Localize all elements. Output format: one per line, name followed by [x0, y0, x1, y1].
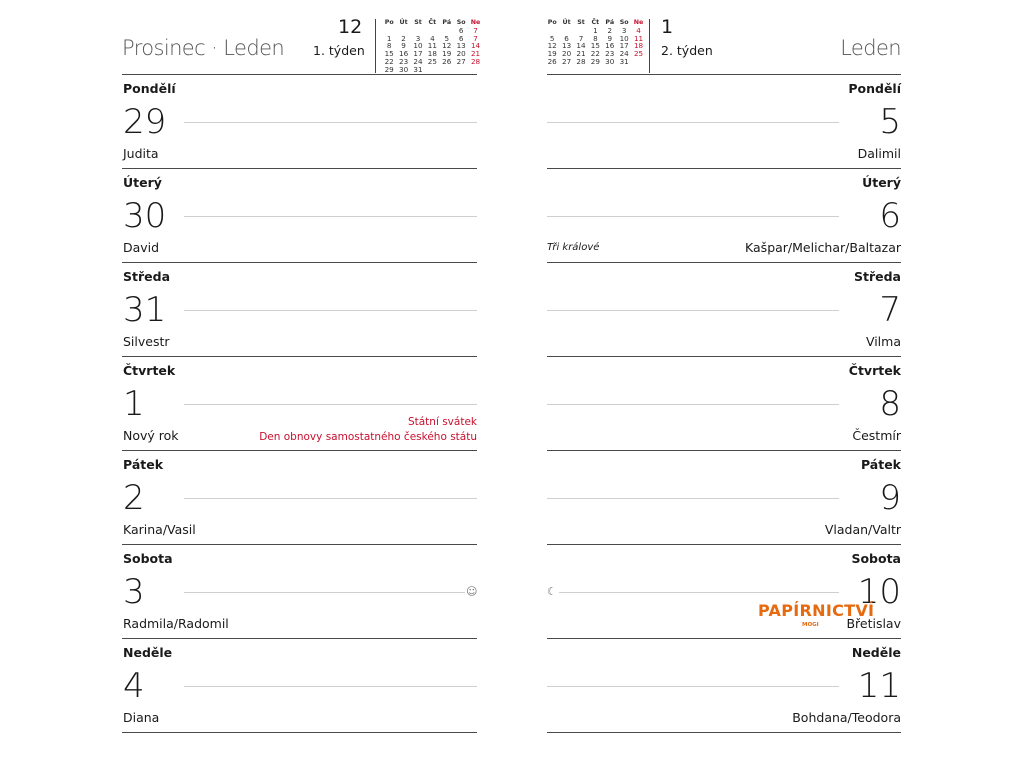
- mini-day: 22: [384, 56, 394, 66]
- mini-weekday: St: [577, 19, 585, 26]
- mini-day: 27: [562, 56, 572, 66]
- left-mini-calendar-week: [382, 58, 483, 66]
- right-day-0-writing-line: [547, 122, 839, 123]
- mini-day: 29: [590, 56, 600, 66]
- left-rule-top: [122, 74, 477, 75]
- right-day-6-writing-line: [547, 686, 839, 687]
- mini-day: 9: [401, 41, 406, 51]
- right-day-6-number: 11: [857, 666, 901, 706]
- watermark-subtext: MOGI: [802, 622, 819, 628]
- mini-day: 16: [605, 41, 615, 51]
- mini-day: 24: [413, 56, 423, 66]
- mini-day: 13: [562, 41, 572, 51]
- mini-day: 1: [386, 33, 392, 43]
- mini-day: 9: [607, 33, 613, 43]
- mini-day: 28: [576, 56, 586, 66]
- mini-day: 22: [590, 49, 600, 59]
- left-rule: [122, 168, 477, 169]
- right-day-4-weekday: Pátek: [860, 457, 901, 472]
- mini-day: 19: [442, 49, 452, 59]
- right-day-1-number: 6: [879, 196, 901, 236]
- mini-day: 25: [633, 49, 644, 59]
- mini-day: [425, 66, 439, 74]
- mini-weekday: Po: [547, 19, 557, 26]
- right-day-0-nameday: Dalimil: [857, 146, 901, 161]
- left-day-1-number: 30: [123, 196, 167, 236]
- left-day-5-weekday: Sobota: [123, 551, 173, 566]
- right-rule-bottom: [547, 732, 901, 733]
- mini-weekday: St: [414, 19, 422, 26]
- left-rule: [122, 638, 477, 639]
- mini-weekday: Pá: [442, 19, 452, 26]
- mini-day: 19: [547, 49, 557, 59]
- right-day-1-nameday: Kašpar/Melichar/Baltazar: [745, 240, 901, 255]
- right-mini-calendar: [545, 19, 646, 66]
- mini-day: 3: [621, 25, 627, 35]
- mini-day: 23: [605, 49, 615, 59]
- mini-day: 27: [456, 56, 466, 66]
- mini-day: 8: [593, 33, 598, 43]
- mini-day: 7: [473, 33, 478, 43]
- left-mini-calendar-week: [382, 66, 483, 74]
- mini-day: [454, 66, 468, 74]
- right-month-title: Leden: [840, 36, 901, 60]
- mini-day: 30: [605, 56, 615, 66]
- left-day-6-writing-line: [184, 686, 477, 687]
- left-day-4-writing-line: [184, 498, 477, 499]
- right-day-2-nameday: Vilma: [865, 334, 901, 349]
- mini-day: 31: [619, 56, 629, 66]
- right-day-2-writing-line: [547, 310, 839, 311]
- left-day-5-writing-line: [184, 592, 465, 593]
- mini-weekday: So: [456, 19, 466, 26]
- mini-day: 14: [470, 41, 481, 51]
- mini-day: 26: [547, 56, 557, 66]
- mini-day: 30: [399, 64, 409, 74]
- right-day-4-number: 9: [879, 478, 901, 518]
- mini-day: 20: [562, 49, 572, 59]
- mini-day: 5: [549, 33, 555, 43]
- left-day-2-number: 31: [123, 290, 167, 330]
- left-day-6-nameday: Diana: [123, 710, 160, 725]
- mini-day: 15: [384, 49, 394, 59]
- left-day-1-weekday: Úterý: [123, 175, 162, 190]
- left-day-3-writing-line: [184, 404, 477, 405]
- mini-day: 25: [427, 56, 437, 66]
- right-day-1-weekday: Úterý: [862, 175, 901, 190]
- right-day-3-writing-line: [547, 404, 839, 405]
- mini-weekday: Čt: [591, 19, 600, 26]
- left-day-0-nameday: Judita: [123, 146, 159, 161]
- mini-day: 7: [473, 25, 478, 35]
- right-week-label: 2. týden: [661, 43, 713, 58]
- mini-day: 11: [633, 33, 644, 43]
- right-day-0-number: 5: [879, 102, 901, 142]
- holiday-note-description: Den obnovy samostatného českého státu: [259, 431, 477, 443]
- mini-day: 17: [413, 49, 423, 59]
- mini-day: 13: [456, 41, 466, 51]
- mini-weekday: Pá: [605, 19, 615, 26]
- mini-day: 15: [590, 41, 600, 51]
- mini-day: 12: [442, 41, 452, 51]
- mini-day: 26: [442, 56, 452, 66]
- mini-day: 17: [619, 41, 629, 51]
- mini-day: 3: [415, 33, 421, 43]
- mini-day: 24: [619, 49, 629, 59]
- mini-day: 6: [458, 25, 464, 35]
- mini-weekday: Čt: [428, 19, 437, 26]
- left-day-4-nameday: Karina/Vasil: [123, 522, 196, 537]
- mini-day: 6: [458, 33, 464, 43]
- right-day-6-nameday: Bohdana/Teodora: [792, 710, 901, 725]
- right-rule: [547, 168, 901, 169]
- mini-weekday: Út: [562, 19, 571, 26]
- mini-day: 7: [578, 33, 584, 43]
- mini-day: 2: [607, 25, 613, 35]
- mini-day: 12: [547, 41, 557, 51]
- right-day-5-weekday: Sobota: [851, 551, 901, 566]
- left-day-3-weekday: Čtvrtek: [123, 363, 176, 378]
- left-day-2-weekday: Středa: [123, 269, 171, 284]
- left-rule: [122, 356, 477, 357]
- mini-weekday: Ne: [633, 19, 644, 26]
- left-rule-bottom: [122, 732, 477, 733]
- mini-day: 11: [427, 41, 437, 51]
- left-day-2-writing-line: [184, 310, 477, 311]
- right-day-0-weekday: Pondělí: [848, 81, 901, 96]
- left-day-6-number: 4: [123, 666, 145, 706]
- mini-weekday: Po: [384, 19, 394, 26]
- three-kings-note: Tři králové: [547, 242, 600, 253]
- right-day-4-nameday: Vladan/Valtr: [824, 522, 901, 537]
- mini-day: 10: [413, 41, 423, 51]
- mini-day: 18: [633, 41, 644, 51]
- mini-day: 4: [636, 25, 641, 35]
- right-day-3-number: 8: [879, 384, 901, 424]
- mini-day: 1: [593, 25, 598, 35]
- mini-day: 31: [413, 64, 423, 74]
- mini-weekday: Ne: [470, 19, 481, 26]
- right-day-1-writing-line: [547, 216, 839, 217]
- full-moon-icon: ☺: [466, 585, 478, 598]
- left-day-4-number: 2: [123, 478, 145, 518]
- left-rule: [122, 450, 477, 451]
- mini-day: [631, 58, 645, 66]
- right-rule: [547, 450, 901, 451]
- mini-day: 5: [444, 33, 450, 43]
- mini-weekday: So: [619, 19, 629, 26]
- mini-day: 16: [399, 49, 409, 59]
- left-day-3-number: 1: [123, 384, 145, 424]
- mini-day: 28: [470, 56, 481, 66]
- left-rule: [122, 262, 477, 263]
- left-header-divider: [375, 19, 376, 73]
- mini-day: 18: [427, 49, 437, 59]
- right-day-6-weekday: Neděle: [851, 645, 901, 660]
- mini-day: 29: [384, 64, 394, 74]
- right-day-5-nameday: Břetislav: [846, 616, 901, 631]
- right-week-number: 1: [661, 16, 674, 38]
- mini-day: [440, 66, 454, 74]
- right-day-2-number: 7: [879, 290, 901, 330]
- right-rule: [547, 356, 901, 357]
- right-rule: [547, 544, 901, 545]
- left-day-4-weekday: Pátek: [123, 457, 164, 472]
- right-rule: [547, 262, 901, 263]
- mini-day: 20: [456, 49, 466, 59]
- mini-day: 8: [386, 41, 392, 51]
- left-day-5-number: 3: [123, 572, 145, 612]
- right-day-4-writing-line: [547, 498, 839, 499]
- left-day-0-weekday: Pondělí: [123, 81, 176, 96]
- mini-day: 21: [576, 49, 586, 59]
- mini-day: 21: [470, 49, 481, 59]
- mini-day: 4: [430, 33, 435, 43]
- mini-day: 2: [401, 33, 406, 43]
- holiday-note-state: Státní svátek: [407, 416, 477, 428]
- right-day-3-nameday: Čestmír: [852, 428, 901, 443]
- mini-day: 10: [619, 33, 629, 43]
- mini-day: [468, 66, 482, 74]
- left-week-number: 12: [338, 16, 363, 38]
- left-mini-calendar-weekdays: [382, 19, 483, 27]
- mini-day: 6: [564, 33, 569, 43]
- left-day-1-nameday: David: [123, 240, 160, 255]
- left-week-label: 1. týden: [313, 43, 365, 58]
- right-day-2-weekday: Středa: [853, 269, 901, 284]
- moon-phase-icon: ☾: [547, 585, 557, 598]
- mini-weekday: Út: [399, 19, 408, 26]
- left-mini-calendar: [382, 19, 483, 74]
- left-day-0-number: 29: [123, 102, 167, 142]
- mini-day: 23: [399, 56, 409, 66]
- left-day-5-nameday: Radmila/Radomil: [123, 616, 229, 631]
- left-day-6-weekday: Neděle: [123, 645, 173, 660]
- left-day-1-writing-line: [184, 216, 477, 217]
- left-rule: [122, 544, 477, 545]
- right-rule-top: [547, 74, 901, 75]
- right-day-5-number: 10: [857, 572, 901, 612]
- right-rule: [547, 638, 901, 639]
- watermark-logo: PAPÍRNICTVÍ: [758, 601, 875, 620]
- right-day-5-writing-line: [559, 592, 839, 593]
- right-header-divider: [649, 19, 650, 73]
- mini-day: 14: [576, 41, 586, 51]
- right-mini-calendar-week: [545, 58, 646, 66]
- left-day-3-nameday: Nový rok: [123, 428, 179, 443]
- left-day-2-nameday: Silvestr: [123, 334, 170, 349]
- left-day-0-writing-line: [184, 122, 477, 123]
- right-day-3-weekday: Čtvrtek: [848, 363, 901, 378]
- left-month-title: Prosinec · Leden: [122, 36, 285, 60]
